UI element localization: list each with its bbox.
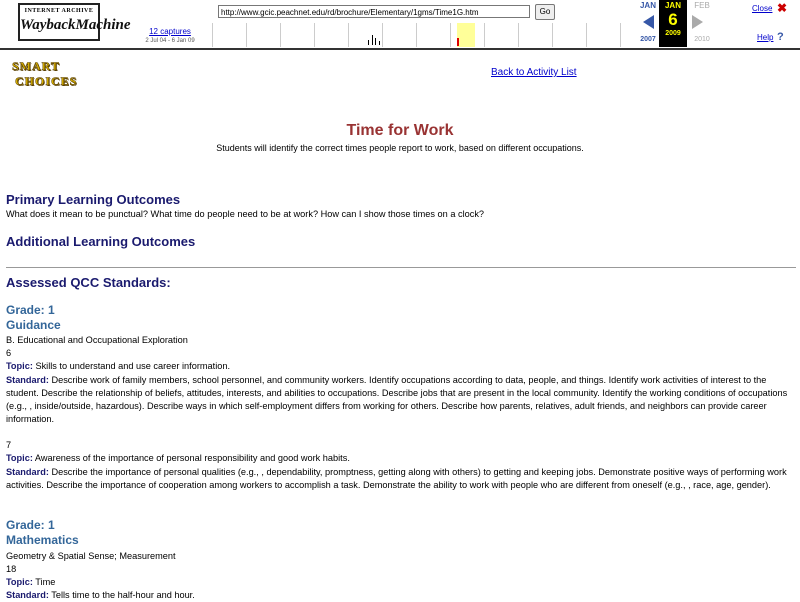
prev-arrow-icon[interactable] (643, 15, 654, 29)
year-divider (484, 23, 485, 47)
logo-row2: CHOICES (15, 74, 78, 88)
wayback-logo-line1: INTERNET ARCHIVE (24, 8, 94, 14)
capture-sparkline[interactable] (212, 23, 622, 47)
additional-outcomes-heading: Additional Learning Outcomes (6, 234, 196, 249)
current-year: 2009 (665, 30, 681, 37)
current-capture-date (659, 0, 687, 47)
standard-text: Describe work of family members, school personnel, and community workers. Identify occupations according to data, people, and things. Identify work activities of interest to the student. Describe the relationship of beliefs, attitudes, interests, and abilities to occupations. Describe jobs that are present in the local community. Identify the working conditions of occupations (e.g., , inside/outside, hazardous). Describe ways in which self-employment differs from working for others. Describe how parents, relatives, adult friends, and neighbors can provide career information. (6, 375, 788, 424)
logo-row1: SMART (12, 59, 60, 73)
assessed-standards-heading: Assessed QCC Standards: (6, 275, 171, 290)
standard-line (6, 466, 791, 492)
back-to-activity-list-link[interactable]: Back to Activity List (491, 67, 577, 78)
capture-range: 2 Jul 04 - 6 Jan 09 (145, 38, 195, 44)
standard-label: Standard: (6, 375, 49, 385)
topic-line (6, 576, 791, 589)
go-button[interactable]: Go (535, 4, 555, 20)
year-divider (518, 23, 519, 47)
year-divider (212, 23, 213, 47)
url-input[interactable]: http://www.gcic.peachnet.edu/rd/brochure/Elementary/1gms/Time1G.htm (218, 5, 530, 18)
standard-text: Describe the importance of personal qualities (e.g., , dependability, promptness, getting along with others) to getting and keeping jobs. Demonstrate positive ways of performing work activities. Describe the importance of cooperation among workers to accomplish a task. Demonstrate the ability to work with people who are different from oneself (e.g., , race, age, gender). (6, 467, 787, 490)
year-divider (280, 23, 281, 47)
next-arrow-icon (692, 15, 703, 29)
current-month: JAN (664, 1, 681, 10)
wayback-logo[interactable] (18, 3, 131, 41)
current-day: 6 (668, 10, 678, 29)
year-divider (586, 23, 587, 47)
topic-text: Skills to understand and use career information. (32, 361, 231, 371)
close-link[interactable]: Close (752, 4, 773, 13)
standard-label: Standard: (6, 467, 49, 477)
page-subtitle: Students will identify the correct times people report to work, based on different occupations. (216, 143, 584, 153)
standard-number: 18 (6, 564, 17, 574)
captures-link[interactable]: 12 captures (149, 27, 191, 36)
topic-label: Topic: (6, 453, 33, 463)
current-year-highlight (457, 23, 475, 47)
grade-label: Grade: 1 (6, 518, 55, 532)
subject-label: Mathematics (6, 533, 79, 547)
standard-text: Tells time to the half-hour and hour. (48, 590, 195, 600)
topic-line (6, 452, 791, 465)
year-divider (552, 23, 553, 47)
help-icon[interactable]: ? (777, 31, 784, 43)
year-divider (416, 23, 417, 47)
help-link[interactable]: Help (757, 33, 774, 42)
capture-bar (375, 38, 376, 45)
next-month-label: FEB (694, 1, 710, 10)
wayback-logo-line2: WaybackMachine (20, 17, 131, 33)
topic-text: Awareness of the importance of personal responsibility and good work habits. (32, 453, 350, 463)
next-year-label: 2010 (694, 36, 710, 43)
standard-number: 7 (6, 440, 12, 450)
divider (6, 267, 796, 268)
current-capture-marker (457, 38, 459, 46)
topic-label: Topic: (6, 361, 33, 371)
capture-bar (379, 41, 380, 45)
primary-outcomes-heading: Primary Learning Outcomes (6, 192, 181, 207)
standard-line (6, 374, 791, 426)
subject-label: Guidance (6, 318, 61, 332)
standard-number: 6 (6, 348, 12, 358)
standard-label: Standard: (6, 590, 49, 600)
capture-bar (368, 40, 369, 45)
captures-info (140, 27, 200, 46)
prev-year-label[interactable]: 2007 (640, 36, 656, 43)
year-divider (382, 23, 383, 47)
topic-line (6, 360, 791, 373)
standard-line (6, 589, 791, 602)
strand-label: Geometry & Spatial Sense; Measurement (6, 551, 176, 561)
grade-label: Grade: 1 (6, 303, 55, 317)
year-divider (314, 23, 315, 47)
year-divider (246, 23, 247, 47)
prev-month-label[interactable]: JAN (639, 1, 656, 10)
topic-text: Time (32, 577, 56, 587)
capture-bar (372, 35, 373, 45)
wayback-toolbar (0, 0, 800, 50)
smart-choices-logo (12, 59, 96, 92)
year-divider (450, 23, 451, 47)
topic-label: Topic: (6, 577, 33, 587)
strand-label: B. Educational and Occupational Exploration (6, 335, 188, 345)
year-divider (620, 23, 621, 47)
close-icon[interactable]: ✖ (777, 1, 788, 15)
primary-outcomes-text: What does it mean to be punctual? What time do people need to be at work? How can I show those times on a clock? (6, 209, 485, 219)
year-divider (348, 23, 349, 47)
page-title: Time for Work (346, 122, 454, 139)
